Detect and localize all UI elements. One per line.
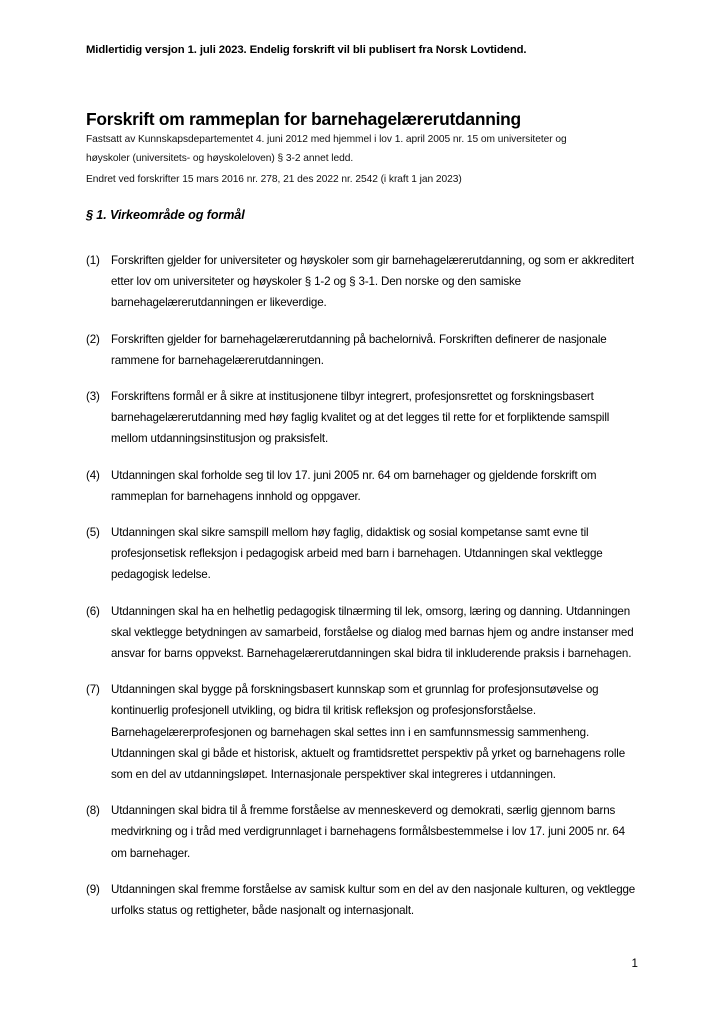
paragraph-text: Utdanningen skal sikre samspill mellom høy faglig, didaktisk og sosial kompetanse samt evne til profesjonsetisk refleksjon i pedagogisk arbeid med barn i barnehagen. Utdanningen skal vektlegge pedagogisk ledelse.	[111, 526, 603, 582]
paragraph-number: (6)	[86, 604, 100, 618]
paragraph-item	[86, 465, 642, 507]
legal-basis-block	[86, 130, 646, 189]
legal-basis-line-1: Fastsatt av Kunnskapsdepartementet 4. juni 2012 med hjemmel i lov 1. april 2005 nr. 15 om universiteter og	[86, 134, 567, 145]
paragraph-number: (9)	[86, 882, 100, 896]
paragraph-text: Utdanningen skal forholde seg til lov 17. juni 2005 nr. 64 om barnehager og gjeldende forskrift om rammeplan for barnehagens innhold og oppgaver.	[111, 468, 597, 503]
paragraph-text: Utdanningen skal bidra til å fremme forståelse av menneskeverd og demokrati, særlig gjennom barns medvirkning og i tråd med verdigrunnlaget i barnehagens formålsbestemmelse i lov 17. juni 2005 nr. 64 om barnehager.	[111, 804, 625, 860]
paragraph-item	[86, 329, 642, 371]
paragraph-text: Forskriftens formål er å sikre at institusjonene tilbyr integrert, profesjonsrettet og forskningsbasert barnehagelærerutdanning med høy faglig kvalitet og at det legges til rette for et forpliktende samspill mellom utdanningsinstitusjon og praksisfelt.	[111, 390, 610, 446]
temporary-version-note: Midlertidig versjon 1. juli 2023. Endelig forskrift vil bli publisert fra Norsk Lovtidend.	[86, 44, 527, 56]
paragraph-text: Forskriften gjelder for barnehagelærerutdanning på bachelornivå. Forskriften definerer de nasjonale rammene for barnehagelærerutdanningen.	[111, 332, 607, 367]
paragraph-text: Utdanningen skal fremme forståelse av samisk kultur som en del av den nasjonale kulturen, og vektlegge urfolks status og rettigheter, både nasjonalt og internasjonalt.	[111, 882, 636, 918]
paragraph-list	[86, 250, 642, 936]
paragraph-text: Utdanningen skal ha en helhetlig pedagogisk tilnærming til lek, omsorg, læring og danning. Utdanningen skal vektlegge betydningen av samarbeid, forståelse og dialog med barnas hjem og andre instanser med ansvar for barns oppvekst. Barnehagelærerutdanningen skal bidra til inkluderende praksis i barnehagen.	[111, 604, 634, 661]
paragraph-item	[86, 601, 642, 665]
paragraph-number: (4)	[86, 468, 100, 482]
paragraph-number: (5)	[86, 526, 100, 540]
paragraph-number: (3)	[86, 390, 100, 404]
paragraph-number: (2)	[86, 332, 100, 346]
paragraph-text: Utdanningen skal bygge på forskningsbasert kunnskap som et grunnlag for profesjonsutøvelse og kontinuerlig profesjonell utvikling, og bidra til kritisk refleksjon og profesjonsforståelse. Barnehagelærerprofesjonen og barnehagen skal settes inn i en samfunnsmessig sammenheng. Utdanningen skal gi både et historisk, aktuelt og framtidsrettet perspektiv på yrket og barnehagens rolle som en del av utdanningsløpet. Internasjonale perspektiver skal integreres i utdanningen.	[111, 683, 625, 782]
paragraph-number: (1)	[86, 254, 100, 267]
legal-basis-line-2: høyskoler (universitets- og høyskoleloven) § 3-2 annet ledd.	[86, 153, 354, 164]
paragraph-item	[86, 800, 642, 864]
paragraph-item	[86, 386, 642, 450]
paragraph-item	[86, 879, 642, 921]
paragraph-item	[86, 250, 642, 314]
paragraph-item	[86, 679, 642, 785]
paragraph-number: (7)	[86, 683, 100, 697]
page-title: Forskrift om rammeplan for barnehagelærerutdanning	[86, 108, 521, 129]
paragraph-number: (8)	[86, 804, 100, 818]
paragraph-item	[86, 522, 642, 586]
amendment-note: Endret ved forskrifter 15 mars 2016 nr. 278, 21 des 2022 nr. 2542 (i kraft 1 jan 2023)	[86, 174, 462, 185]
paragraph-text: Forskriften gjelder for universiteter og høyskoler som gir barnehagelærerutdanning, og som er akkreditert etter lov om universiteter og høyskoler § 1-2 og § 3-1. Den norske og den samiske barnehagelærerutdanningen er likeverdige.	[111, 254, 634, 310]
section-heading: § 1. Virkeområde og formål	[86, 208, 245, 222]
page-number: 1	[631, 957, 638, 970]
